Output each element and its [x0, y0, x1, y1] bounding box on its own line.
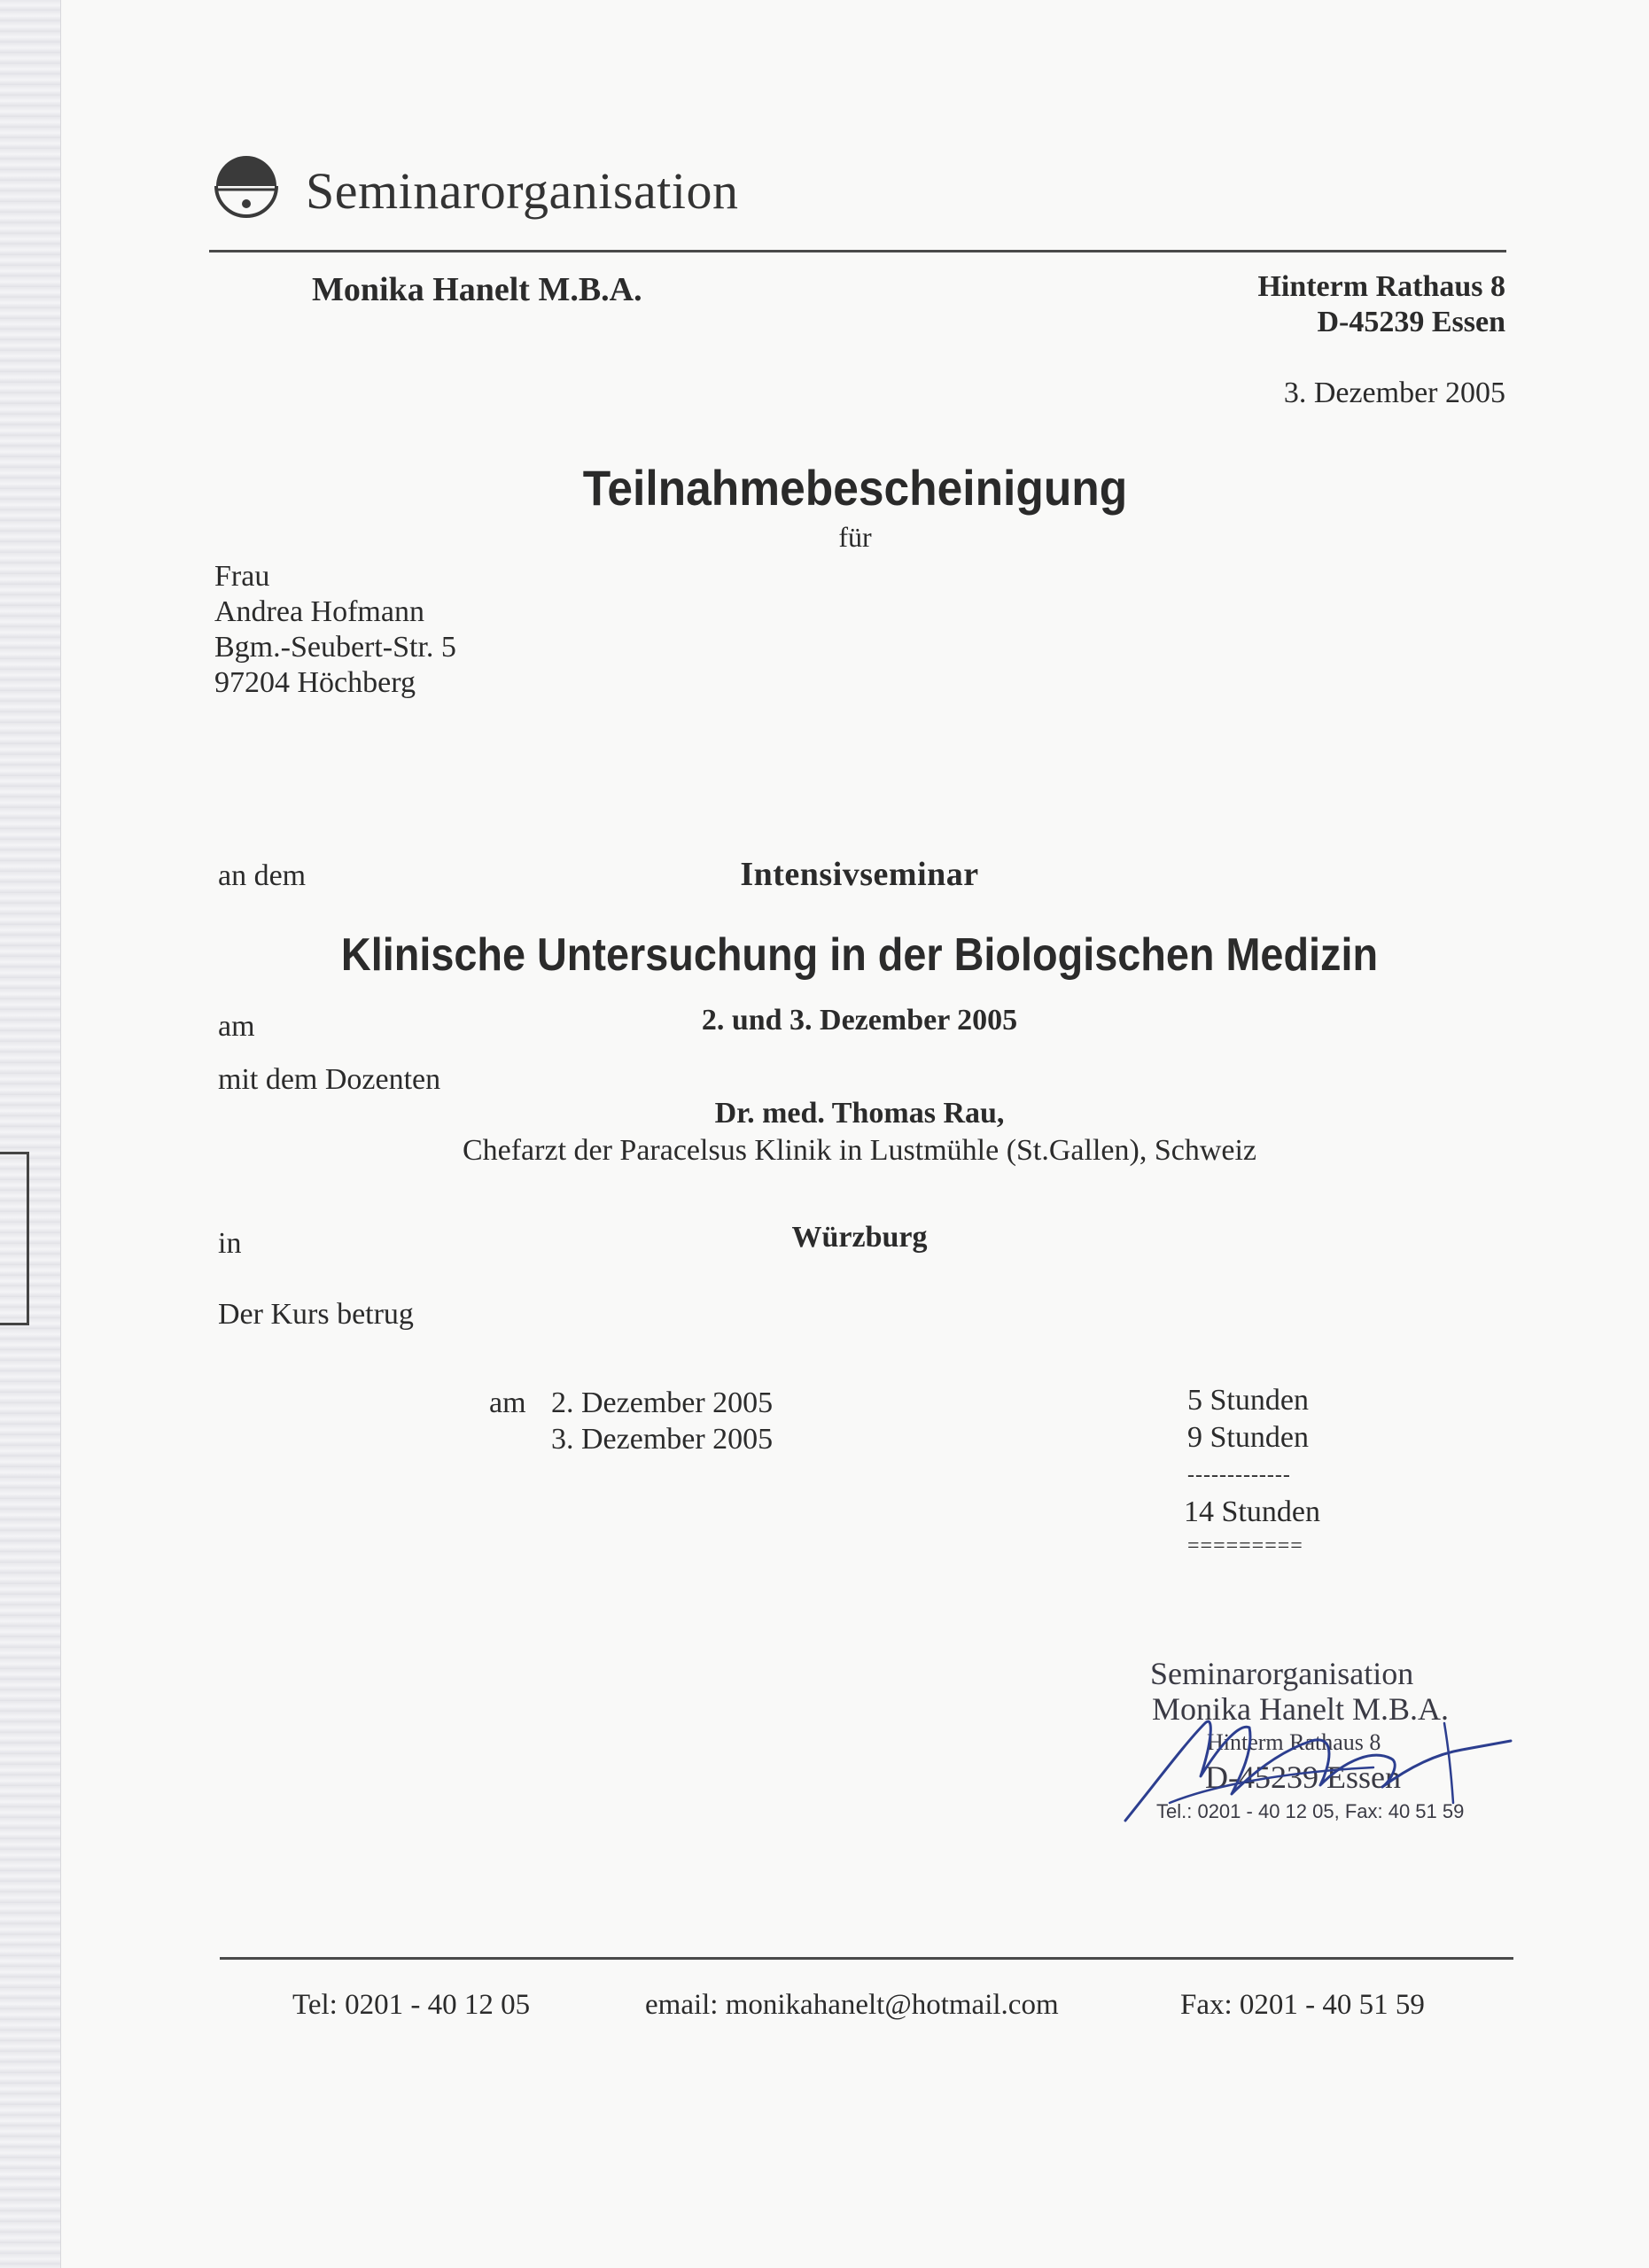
- label-am: am: [218, 1010, 255, 1043]
- lecturer-name: Dr. med. Thomas Rau,: [714, 1097, 1005, 1130]
- recipient-city: 97204 Höchberg: [214, 666, 416, 699]
- label-kurs-betrug: Der Kurs betrug: [218, 1298, 414, 1331]
- recipient-salutation: Frau: [214, 560, 270, 593]
- letterhead-org-name: Seminarorganisation: [306, 162, 739, 220]
- schedule-row-date: 3. Dezember 2005: [551, 1423, 774, 1456]
- letterhead-rule: [209, 250, 1506, 252]
- schedule-separator: -------------: [1187, 1464, 1291, 1487]
- for-label: für: [838, 521, 872, 553]
- handwritten-signature-icon: [1108, 1688, 1515, 1838]
- schedule-double-rule: =========: [1187, 1534, 1303, 1557]
- org-logo-icon: [211, 151, 282, 221]
- label-mit-dem-dozenten: mit dem Dozenten: [218, 1063, 441, 1096]
- sender-street: Hinterm Rathaus 8: [1257, 270, 1505, 303]
- stamp-line-city: D-45239 Essen: [1205, 1759, 1401, 1795]
- stamp-line-phone: Tel.: 0201 - 40 12 05, Fax: 40 51 59: [1156, 1800, 1465, 1822]
- recipient-name: Andrea Hofmann: [214, 595, 424, 628]
- seminar-title: Klinische Untersuchung in der Biologischen Medizin: [340, 929, 1379, 981]
- seminar-dates: 2. und 3. Dezember 2005: [701, 1004, 1018, 1037]
- schedule-am-label: am: [489, 1386, 526, 1419]
- label-an-dem: an dem: [218, 859, 307, 892]
- seminar-location: Würzburg: [791, 1221, 928, 1254]
- stamp-line-org: Seminarorganisation: [1150, 1656, 1414, 1691]
- schedule-total: 14 Stunden: [1184, 1495, 1320, 1528]
- footer-phone: Tel: 0201 - 40 12 05: [292, 1989, 531, 2021]
- footer-email: email: monikahanelt@hotmail.com: [645, 1989, 1059, 2021]
- footer-fax: Fax: 0201 - 40 51 59: [1180, 1989, 1425, 2021]
- letter-date: 3. Dezember 2005: [1283, 377, 1505, 409]
- schedule-row-hours: 5 Stunden: [1187, 1384, 1309, 1417]
- stamp-line-street: Hinterm Rathaus 8: [1207, 1729, 1381, 1755]
- footer-rule: [220, 1957, 1513, 1960]
- sender-city: D-45239 Essen: [1317, 306, 1505, 338]
- sender-name: Monika Hanelt M.B.A.: [312, 271, 642, 308]
- stamp-line-name: Monika Hanelt M.B.A.: [1152, 1691, 1449, 1727]
- lecturer-role: Chefarzt der Paracelsus Klinik in Lustmühle (St.Gallen), Schweiz: [462, 1134, 1257, 1167]
- label-in: in: [218, 1227, 242, 1260]
- schedule-row-hours: 9 Stunden: [1187, 1421, 1309, 1454]
- document-title: Teilnahmebescheinigung: [582, 460, 1128, 516]
- seminar-type: Intensivseminar: [740, 856, 979, 893]
- schedule-row-date: 2. Dezember 2005: [551, 1386, 774, 1419]
- recipient-street: Bgm.-Seubert-Str. 5: [214, 631, 456, 664]
